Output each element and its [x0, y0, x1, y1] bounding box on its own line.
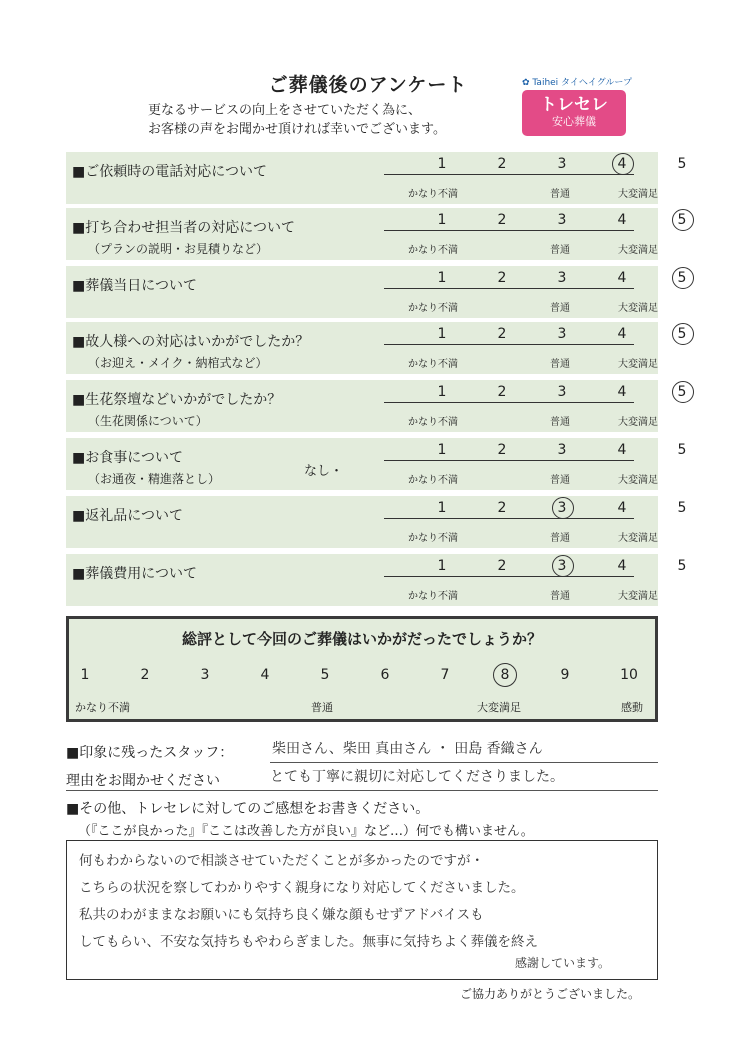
scale-low-label: かなり不満: [408, 303, 458, 314]
scale-mid-label: 普通: [550, 417, 570, 428]
scale-high-label: 大変満足: [618, 417, 658, 428]
scale-high-label: 大変満足: [618, 303, 658, 314]
rating-option-1[interactable]: 1: [437, 442, 447, 458]
scale-line: [384, 402, 634, 403]
comment-box: [66, 840, 658, 980]
question-label: ■生花祭壇などいかがでしたか？: [72, 392, 282, 408]
intro-line-1: 更なるサービスの向上をさせていただく為に、: [148, 103, 422, 118]
rating-option-5[interactable]: 5: [677, 212, 687, 228]
overall-top-label: 感動: [621, 701, 643, 714]
rating-option-2[interactable]: 2: [497, 270, 507, 286]
rating-option-3[interactable]: 3: [557, 270, 567, 286]
overall-option-9[interactable]: 9: [560, 667, 570, 683]
scale-mid-label: 普通: [550, 303, 570, 314]
scale-mid-label: 普通: [550, 533, 570, 544]
selected-circle: [552, 555, 574, 577]
rating-option-5[interactable]: 5: [677, 156, 687, 172]
scale-high-label: 大変満足: [618, 359, 658, 370]
rating-option-2[interactable]: 2: [497, 558, 507, 574]
scale-low-label: かなり不満: [408, 245, 458, 256]
question-sub: （お通夜・精進落とし）: [88, 472, 221, 486]
rating-scale: [378, 322, 687, 374]
rating-option-2[interactable]: 2: [497, 156, 507, 172]
rating-scale: [378, 380, 687, 432]
rating-option-5[interactable]: 5: [677, 558, 687, 574]
logo-sub-text: 安心葬儀: [552, 115, 596, 128]
question-label: ■お食事について: [72, 450, 183, 466]
comment-line-1: 何もわからないので相談させていただくことが多かったのですが・: [79, 853, 484, 869]
overall-low-label: かなり不満: [75, 701, 130, 714]
rating-option-2[interactable]: 2: [497, 384, 507, 400]
scale-line: [384, 174, 634, 175]
comment-line-3: 私共のわがままなお願いにも気持ち良く嫌な顔もせずアドバイスも: [79, 907, 484, 923]
other-sub: （『ここが良かった』『ここは改善した方が良い』など…）何でも構いません。: [78, 824, 534, 839]
rating-option-3[interactable]: 3: [557, 500, 567, 516]
overall-rating-box: [66, 616, 658, 722]
overall-option-4[interactable]: 4: [260, 667, 270, 683]
question-note: なし・: [304, 464, 344, 479]
question-sub: （お迎え・メイク・納棺式など）: [88, 356, 268, 370]
selected-circle: [672, 381, 694, 403]
question-label: ■葬儀当日について: [72, 278, 197, 294]
closing-text: ご協力ありがとうございました。: [460, 987, 641, 1001]
scale-mid-label: 普通: [550, 189, 570, 200]
question-row: [66, 380, 687, 432]
overall-option-10[interactable]: 10: [620, 667, 638, 683]
scale-high-label: 大変満足: [618, 475, 658, 486]
reason-line: [66, 790, 658, 791]
selected-circle: [612, 153, 634, 175]
rating-option-4[interactable]: 4: [617, 558, 627, 574]
selected-circle: [552, 497, 574, 519]
other-label: ■その他、トレセレに対してのご感想をお書きください。: [66, 801, 430, 817]
rating-scale: [378, 266, 687, 318]
rating-option-3[interactable]: 3: [557, 156, 567, 172]
staff-line: [270, 762, 658, 763]
scale-low-label: かなり不満: [408, 417, 458, 428]
rating-option-4[interactable]: 4: [617, 500, 627, 516]
overall-option-5[interactable]: 5: [320, 667, 330, 683]
question-row: [66, 438, 687, 490]
rating-scale: [378, 438, 687, 490]
overall-selected-circle: [493, 663, 517, 687]
rating-option-4[interactable]: 4: [617, 442, 627, 458]
scale-mid-label: 普通: [550, 245, 570, 256]
reason-value: とても丁寧に親切に対応してくださりました。: [270, 769, 564, 785]
rating-option-5[interactable]: 5: [677, 270, 687, 286]
scale-line: [384, 518, 634, 519]
taihei-logo-icon: ✿: [522, 78, 530, 88]
selected-circle: [672, 267, 694, 289]
selected-circle: [672, 209, 694, 231]
scale-high-label: 大変満足: [618, 591, 658, 602]
question-label: ■打ち合わせ担当者の対応について: [72, 220, 295, 236]
question-label: ■葬儀費用について: [72, 566, 197, 582]
rating-option-3[interactable]: 3: [557, 558, 567, 574]
brand-company-text: Taihei タイヘイグループ: [532, 78, 632, 88]
treselle-logo: [522, 90, 626, 136]
reason-label: 理由をお聞かせください: [66, 773, 220, 789]
rating-option-2[interactable]: 2: [497, 326, 507, 342]
question-row: [66, 266, 687, 318]
rating-option-4[interactable]: 4: [617, 326, 627, 342]
rating-option-1[interactable]: 1: [437, 270, 447, 286]
overall-mid-label: 普通: [311, 701, 333, 714]
comment-line-2: こちらの状況を察してわかりやすく親身になり対応してくださいました。: [79, 880, 525, 896]
rating-scale: [378, 554, 687, 606]
overall-option-6[interactable]: 6: [380, 667, 390, 683]
logo-main-text: トレセレ: [540, 95, 608, 115]
scale-line: [384, 460, 634, 461]
rating-option-3[interactable]: 3: [557, 384, 567, 400]
rating-option-1[interactable]: 1: [437, 500, 447, 516]
scale-low-label: かなり不満: [408, 189, 458, 200]
rating-option-4[interactable]: 4: [617, 212, 627, 228]
rating-option-4[interactable]: 4: [617, 384, 627, 400]
overall-high-label: 大変満足: [477, 701, 521, 714]
brand-company: [522, 75, 632, 88]
scale-mid-label: 普通: [550, 475, 570, 486]
rating-option-2[interactable]: 2: [497, 442, 507, 458]
page-title: ご葬儀後のアンケート: [268, 74, 468, 96]
rating-option-1[interactable]: 1: [437, 384, 447, 400]
rating-option-5[interactable]: 5: [677, 384, 687, 400]
rating-option-3[interactable]: 3: [557, 442, 567, 458]
question-row: [66, 496, 687, 548]
scale-line: [384, 288, 634, 289]
rating-option-1[interactable]: 1: [437, 156, 447, 172]
selected-circle: [672, 323, 694, 345]
rating-scale: [378, 496, 687, 548]
scale-high-label: 大変満足: [618, 245, 658, 256]
rating-option-1[interactable]: 1: [437, 326, 447, 342]
rating-option-5[interactable]: 5: [677, 442, 687, 458]
scale-mid-label: 普通: [550, 591, 570, 602]
scale-high-label: 大変満足: [618, 533, 658, 544]
rating-option-4[interactable]: 4: [617, 156, 627, 172]
rating-option-5[interactable]: 5: [677, 500, 687, 516]
rating-option-3[interactable]: 3: [557, 212, 567, 228]
overall-title: 総評として今回のご葬儀はいかがだったでしょうか？: [181, 630, 542, 648]
question-label: ■故人様への対応はいかがでしたか？: [72, 334, 310, 350]
rating-option-5[interactable]: 5: [677, 326, 687, 342]
scale-low-label: かなり不満: [408, 533, 458, 544]
overall-option-7[interactable]: 7: [440, 667, 450, 683]
scale-high-label: 大変満足: [618, 189, 658, 200]
scale-low-label: かなり不満: [408, 475, 458, 486]
question-sub: （生花関係について）: [88, 414, 208, 428]
comment-line-4: してもらい、不安な気持ちもやわらぎました。無事に気持ちよく葬儀を終え: [79, 934, 538, 950]
scale-line: [384, 576, 634, 577]
rating-option-2[interactable]: 2: [497, 212, 507, 228]
overall-option-2[interactable]: 2: [140, 667, 150, 683]
staff-value: 柴田さん、柴田 真由さん ・ 田島 香織さん: [272, 741, 543, 757]
scale-low-label: かなり不満: [408, 591, 458, 602]
rating-option-2[interactable]: 2: [497, 500, 507, 516]
question-row: [66, 322, 687, 374]
scale-low-label: かなり不満: [408, 359, 458, 370]
overall-option-8[interactable]: 8: [500, 667, 510, 683]
rating-option-1[interactable]: 1: [437, 212, 447, 228]
overall-option-3[interactable]: 3: [200, 667, 210, 683]
overall-option-1[interactable]: 1: [80, 667, 90, 683]
rating-option-4[interactable]: 4: [617, 270, 627, 286]
question-row: [66, 208, 687, 260]
scale-mid-label: 普通: [550, 359, 570, 370]
staff-label: ■印象に残ったスタッフ：: [66, 745, 234, 761]
rating-scale: [378, 208, 687, 260]
question-label: ■返礼品について: [72, 508, 183, 524]
intro-text: [148, 101, 446, 139]
rating-scale: [378, 152, 687, 204]
question-row: [66, 152, 687, 204]
question-sub: （プランの説明・お見積りなど）: [88, 242, 269, 256]
scale-line: [384, 344, 634, 345]
rating-option-1[interactable]: 1: [437, 558, 447, 574]
question-label: ■ご依頼時の電話対応について: [72, 164, 267, 180]
comment-line-5: 感謝しています。: [515, 956, 611, 970]
scale-line: [384, 230, 634, 231]
rating-option-3[interactable]: 3: [557, 326, 567, 342]
intro-line-2: お客様の声をお聞かせ頂ければ幸いでございます。: [148, 122, 446, 137]
question-row: [66, 554, 687, 606]
